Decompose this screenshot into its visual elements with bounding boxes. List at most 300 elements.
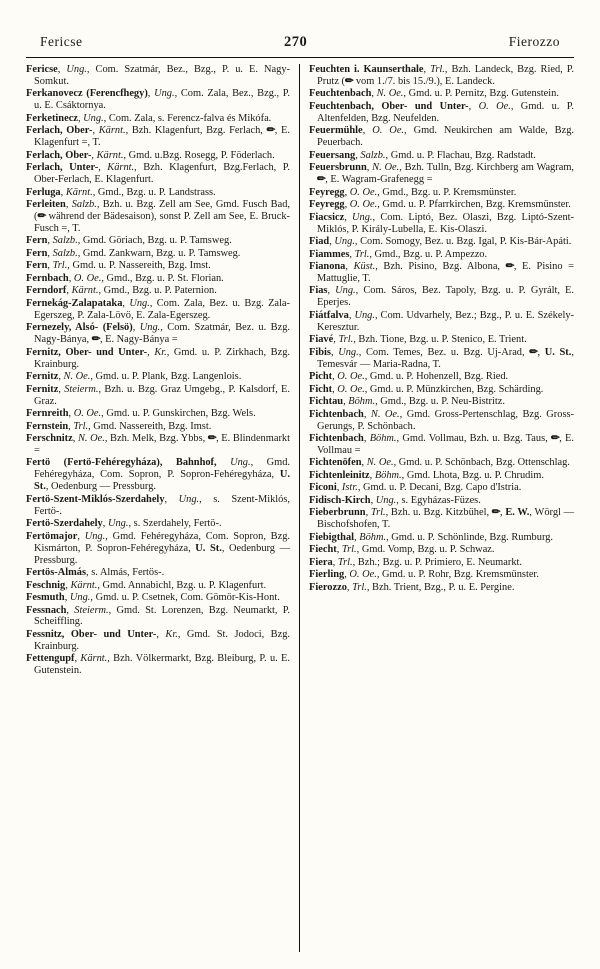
entry-headword: Ferlach, Ober- bbox=[26, 125, 93, 137]
entry-region: N. Oe. bbox=[366, 457, 394, 469]
entry-detail: , Gmd. Vollmau, Bzh. u. Bzg. Taus, bbox=[396, 433, 551, 445]
entry-detail: , Gmd., Bzg. u. P. Kremsmünster. bbox=[377, 186, 517, 198]
entry-detail: , bbox=[330, 346, 339, 358]
entry-headword: Fiad bbox=[309, 236, 330, 248]
entry-headword: Ferketinecz bbox=[26, 112, 78, 124]
left-column bbox=[26, 64, 300, 952]
entry-detail: , s. Almás, Fertös-. bbox=[86, 567, 165, 578]
dictionary-entry bbox=[309, 482, 574, 494]
post-office-icon: ✏ bbox=[207, 433, 217, 445]
entry-region: Ung. bbox=[338, 346, 359, 358]
entry-detail: , bbox=[72, 433, 78, 445]
entry-detail: , bbox=[348, 309, 355, 321]
header-right-word: Fierozzo bbox=[508, 34, 560, 49]
dictionary-entry bbox=[26, 371, 290, 383]
entry-region: Salzb. bbox=[360, 149, 386, 161]
text-columns bbox=[26, 64, 574, 952]
entry-detail: , Com. Udvarhely, Bez.; Bzg., P. u. E. Székely-Keresztur. bbox=[317, 309, 574, 333]
entry-detail: , Bzh. Landeck, Bzg. Ried, P. Prutz ( bbox=[317, 64, 574, 87]
entry-detail: , bbox=[537, 346, 545, 358]
entry-region: Steierm. bbox=[64, 383, 99, 395]
entry-detail: , bbox=[346, 581, 353, 593]
entry-detail: , bbox=[500, 507, 506, 519]
entry-detail: , Gmd. St. Lorenzen, Bzg. Neumarkt, P. Scheiffling. bbox=[34, 604, 291, 628]
dictionary-entry bbox=[309, 261, 574, 285]
dictionary-entry bbox=[309, 347, 574, 371]
entry-headword: Feuermühle bbox=[309, 125, 363, 137]
dictionary-entry bbox=[26, 64, 290, 88]
entry-detail: , bbox=[336, 482, 342, 494]
entry-detail: , Gmd. Vomp, Bzg. u. P. Schwaz. bbox=[356, 544, 495, 556]
dictionary-entry bbox=[26, 199, 290, 235]
entry-headword: E. W. bbox=[505, 507, 530, 519]
entry-headword: Ferndorf bbox=[26, 285, 67, 297]
entry-detail: , Temesvár — Maria-Radna, T. bbox=[317, 346, 574, 370]
entry-headword: Feuchtenbach bbox=[309, 88, 372, 100]
entry-headword: Feuersbrunn bbox=[309, 162, 367, 174]
dictionary-entry bbox=[26, 592, 290, 604]
entry-headword: Fichtenöfen bbox=[309, 457, 362, 469]
entry-headword: Fessnach bbox=[26, 604, 67, 616]
entry-detail: , Gmd. Göriach, Bzg. u. P. Tamsweg. bbox=[77, 235, 232, 247]
entry-region: Kärnt. bbox=[65, 186, 93, 198]
entry-detail: , bbox=[147, 346, 155, 358]
dictionary-entry bbox=[309, 495, 574, 507]
entry-region: Kärnt. bbox=[70, 579, 98, 591]
entry-detail: , bbox=[91, 149, 97, 161]
entry-region: Trl. bbox=[73, 420, 89, 432]
post-office-icon: ✏ bbox=[491, 507, 501, 519]
entry-detail: , Gmd., Bzg. u. P. Paternion. bbox=[98, 285, 217, 297]
entry-detail: , bbox=[77, 112, 84, 124]
entry-detail: , bbox=[369, 469, 375, 481]
entry-detail: , Bzh. u. Bzg. Graz Umgebg., P. Kalsdorf, E. Graz. bbox=[34, 383, 290, 407]
entry-headword: Fichtenbach bbox=[309, 408, 364, 420]
entry-detail: , bbox=[68, 408, 74, 420]
entry-region: O. Oe. bbox=[73, 272, 102, 284]
entry-detail: , s. Szerdahely, Fertö-. bbox=[128, 518, 222, 530]
entry-detail: , bbox=[332, 371, 338, 383]
entry-detail: , Gmd. u.Bzg. Rosegg, P. Föderlach. bbox=[123, 149, 275, 161]
entry-headword: Ferlach, Unter- bbox=[26, 162, 99, 174]
page-number: 270 bbox=[284, 34, 308, 50]
dictionary-entry bbox=[309, 125, 574, 149]
dictionary-entry bbox=[309, 162, 574, 186]
entry-headword: Fierozzo bbox=[309, 581, 347, 593]
header-left-word: Fericse bbox=[40, 34, 83, 49]
entry-detail: , Gmd. u. P. Gunskirchen, Bzg. Wels. bbox=[101, 408, 256, 420]
entry-detail: , Gmd. Zankwarn, Bzg. u. P. Tamsweg. bbox=[77, 247, 241, 259]
entry-detail: , bbox=[65, 579, 71, 591]
entry-detail: , bbox=[60, 186, 66, 198]
post-office-icon: ✏ bbox=[91, 334, 100, 346]
entry-detail: , bbox=[92, 125, 99, 137]
entry-headword: Fettengupf bbox=[26, 653, 75, 665]
entry-region: Ung. bbox=[139, 322, 161, 334]
entry-headword: Fern bbox=[26, 260, 48, 272]
dictionary-entry bbox=[26, 248, 290, 260]
entry-headword: Fernezely, Alsó- (Felsö) bbox=[26, 322, 133, 334]
dictionary-entry bbox=[26, 433, 290, 457]
dictionary-entry bbox=[26, 298, 290, 322]
entry-headword: Feschnig bbox=[26, 579, 66, 591]
entry-detail: , bbox=[366, 162, 373, 174]
entry-detail: , Gmd. u. P. Nassereith, Bzg. Imst. bbox=[67, 260, 211, 272]
entry-detail: , bbox=[468, 100, 479, 112]
entry-detail: , Com. Liptó, Bez. Olaszi, Bzg. Liptó-Szent-Miklós, P. Király-Lubella, E. Kis-Olaszi. bbox=[317, 211, 574, 235]
entry-headword: Fern bbox=[26, 235, 48, 247]
entry-detail: , bbox=[349, 248, 355, 260]
entry-detail: , bbox=[57, 64, 67, 75]
dictionary-entry bbox=[309, 507, 574, 531]
entry-headword: Fernitz, Ober- und Unter- bbox=[26, 346, 148, 358]
entry-region: N. Oe. bbox=[77, 433, 105, 445]
entry-headword: Fieberbrunn bbox=[309, 507, 366, 519]
entry-region: N. Oe. bbox=[370, 408, 400, 420]
entry-headword: Fichtau bbox=[309, 396, 344, 408]
entry-detail: , Gmd. u. P. Plank, Bzg. Langenlois. bbox=[90, 371, 242, 383]
entry-headword: Ficht bbox=[309, 383, 333, 395]
entry-region: Ung. bbox=[107, 518, 129, 530]
entry-detail: , bbox=[363, 408, 371, 420]
entry-detail: , s. Egyházas-Füzes. bbox=[396, 494, 481, 506]
entry-detail: , E. Pisino = Mattuglie, T. bbox=[317, 261, 574, 284]
entry-detail: , bbox=[332, 556, 338, 568]
header-rule bbox=[26, 57, 574, 58]
entry-headword: Feuersang bbox=[309, 149, 356, 161]
dictionary-entry bbox=[26, 235, 290, 247]
entry-region: Istr. bbox=[341, 482, 358, 494]
entry-detail: , Oedenburg — Pressburg. bbox=[45, 481, 156, 493]
entry-region: Trl. bbox=[370, 507, 386, 519]
entry-detail: , bbox=[355, 149, 361, 161]
entry-headword: Fichtenleinitz bbox=[309, 469, 370, 481]
entry-headword: U. St. bbox=[34, 469, 290, 493]
entry-detail: , bbox=[344, 211, 353, 223]
entry-detail: , bbox=[77, 530, 85, 542]
entry-headword: Fierling bbox=[309, 569, 345, 581]
entry-detail: , Gmd. Fehéregyháza, Com. Sopron, P. Sopron-Fehéregyháza, bbox=[34, 457, 290, 481]
entry-detail: , bbox=[147, 88, 155, 100]
entry-region: Trl. bbox=[352, 581, 367, 593]
entry-detail: , bbox=[363, 433, 370, 445]
entry-detail: , Gmd. Annabichl, Bzg. u. P. Klagenfurt. bbox=[97, 579, 267, 591]
entry-detail: , s. Szent-Miklós, Fertö-. bbox=[34, 493, 290, 517]
entry-region: O. Oe. bbox=[478, 100, 511, 112]
entry-headword: Ferkanovecz (Ferencfhegy) bbox=[26, 88, 148, 100]
entry-detail: , Gmd. u. P. Altenfelden, Bzg. Neufelden. bbox=[317, 100, 574, 124]
entry-region: Ung. bbox=[129, 297, 150, 309]
entry-region: O. Oe. bbox=[349, 186, 378, 198]
entry-headword: Fiátfalva bbox=[309, 309, 349, 321]
entry-headword: Ficoni bbox=[309, 482, 337, 494]
entry-headword: Fertö (Fertö-Fehéregyháza), Bahnhof, bbox=[26, 457, 217, 469]
entry-detail: , bbox=[102, 518, 108, 530]
entry-detail: , Oedenburg — Pressburg. bbox=[34, 542, 290, 566]
entry-detail: , Com. Zala, Bez., Bzg., P. u. E. Csáktornya. bbox=[34, 88, 291, 112]
entry-region: Kärnt. bbox=[80, 653, 108, 665]
right-column bbox=[300, 64, 574, 952]
entry-region: Böhm. bbox=[359, 531, 387, 543]
dictionary-entry bbox=[309, 199, 574, 211]
dictionary-entry bbox=[309, 236, 574, 248]
entry-headword: Fericse bbox=[26, 64, 58, 75]
entry-detail: , bbox=[423, 64, 431, 75]
dictionary-entry bbox=[309, 470, 574, 482]
dictionary-entry bbox=[26, 605, 290, 629]
entry-region: Kärnt. bbox=[96, 149, 124, 161]
dictionary-entry bbox=[309, 285, 574, 309]
entry-region: Trl. bbox=[337, 556, 353, 568]
entry-detail: , bbox=[336, 544, 342, 556]
entry-detail: , Gmd. u. P. Csetnek, Com. Gömör-Kis-Hont. bbox=[90, 592, 280, 603]
entry-detail: , Bzh. u. Bzg. Kitzbühel, bbox=[385, 507, 492, 519]
entry-detail: , E. Blindenmarkt = bbox=[34, 433, 290, 456]
entry-detail: , Com. Zala, Bez. u. Bzg. Zala-Egerszeg, P. Zala-Lövö, E. Zala-Egerszeg. bbox=[34, 297, 290, 321]
entry-detail: , Gmd., Bzg. u. P. Neu-Bistritz. bbox=[375, 396, 505, 408]
entry-detail: , bbox=[365, 507, 371, 519]
entry-detail: , Gmd. Lhota, Bzg. u. P. Chrudim. bbox=[401, 469, 544, 481]
entry-detail: , Com. Somogy, Bez. u. Bzg. Igal, P. Kis-Bár-Apáti. bbox=[354, 236, 572, 248]
entry-region: N. Oe. bbox=[372, 162, 400, 174]
dictionary-entry bbox=[309, 101, 574, 125]
entry-detail: , Gmd. Gross-Pertenschlag, Bzg. Gross-Gerungs, P. Schönbach. bbox=[317, 408, 574, 432]
entry-headword: Fias bbox=[309, 285, 328, 297]
entry-region: Böhm. bbox=[374, 469, 402, 481]
entry-headword: Fernekág-Zalapataka bbox=[26, 297, 123, 309]
dictionary-entry bbox=[309, 532, 574, 544]
entry-headword: Picht bbox=[309, 371, 333, 383]
entry-headword: Fernitz bbox=[26, 371, 59, 383]
dictionary-entry bbox=[26, 629, 290, 653]
dictionary-entry bbox=[26, 384, 290, 408]
entry-headword: Feyregg bbox=[309, 186, 345, 198]
entry-detail: , Gmd., Bzg. u. P. Landstrass. bbox=[92, 186, 216, 198]
entry-headword: Fibis bbox=[309, 346, 331, 358]
entry-detail: , bbox=[344, 199, 350, 211]
entry-headword: Fiera bbox=[309, 556, 333, 568]
dictionary-entry bbox=[26, 260, 290, 272]
post-office-icon: ✏ bbox=[266, 125, 275, 137]
entry-headword: U. St. bbox=[195, 542, 222, 554]
entry-detail: , Gmd. u. P. Schönlinde, Bzg. Rumburg. bbox=[386, 531, 554, 543]
entry-headword: Fiavé bbox=[309, 334, 334, 346]
dictionary-entry bbox=[26, 150, 290, 162]
entry-detail: , E. Vollmau = bbox=[317, 433, 575, 456]
entry-detail: , bbox=[329, 236, 335, 248]
entry-region: Kärnt. bbox=[71, 285, 99, 297]
dictionary-entry bbox=[309, 409, 574, 433]
post-office-icon: ✏ bbox=[529, 346, 538, 358]
entry-region: Ung. bbox=[230, 457, 251, 469]
entry-headword: Fiacsicz bbox=[309, 211, 345, 223]
entry-detail: , Bzh. Tione, Bzg. u. P. Stenico, E. Trient. bbox=[353, 334, 527, 346]
entry-detail: , Bzh.; Bzg. u. P. Primiero, E. Neumarkt. bbox=[352, 556, 522, 568]
entry-region: Trl. bbox=[52, 260, 68, 272]
dictionary-entry bbox=[26, 162, 290, 186]
entry-region: Steierm. bbox=[74, 604, 109, 616]
dictionary-entry bbox=[26, 494, 290, 518]
entry-headword: Fiebigthal bbox=[309, 531, 355, 543]
entry-region: Ung. bbox=[154, 88, 175, 100]
entry-detail: , bbox=[344, 186, 350, 198]
dictionary-entry bbox=[26, 322, 290, 346]
entry-region: Kr. bbox=[154, 346, 167, 358]
entry-detail: , bbox=[164, 493, 179, 505]
entry-detail: , Gmd. u. P. Hohenzell, Bzg. Ried. bbox=[364, 371, 509, 383]
entry-headword: Ferlach, Ober- bbox=[26, 149, 92, 161]
entry-region: Ung. bbox=[354, 309, 375, 321]
entry-region: N. Oe. bbox=[63, 371, 91, 383]
entry-detail: , bbox=[98, 162, 108, 174]
entry-headword: Fertös-Almás bbox=[26, 567, 87, 578]
dictionary-entry bbox=[309, 569, 574, 581]
dictionary-entry bbox=[26, 125, 290, 149]
entry-detail: , bbox=[344, 569, 350, 581]
entry-headword: Fesmuth bbox=[26, 592, 65, 603]
entry-detail: , Com. Temes, Bez. u. Bzg. Uj-Arad, bbox=[358, 346, 530, 358]
dictionary-entry bbox=[26, 518, 290, 530]
dictionary-entry bbox=[26, 187, 290, 199]
entry-headword: Fertömajor bbox=[26, 530, 78, 542]
dictionary-entry bbox=[309, 64, 574, 88]
page-header bbox=[26, 34, 574, 55]
entry-headword: Fertö-Szent-Miklós-Szerdahely bbox=[26, 493, 165, 505]
entry-detail: , bbox=[370, 494, 376, 506]
dictionary-entry bbox=[26, 113, 290, 125]
entry-detail: , Gmd., Bzg. u. P. St. Florian. bbox=[101, 272, 224, 284]
dictionary-entry bbox=[309, 457, 574, 469]
entry-detail: , Gmd. u. P. Münzkirchen, Bzg. Schärding. bbox=[364, 383, 544, 395]
entry-detail: , Bzh. u. Bzg. Zell am See, Gmd. Fusch Bad, ( bbox=[34, 199, 290, 223]
entry-detail: , Gmd. u. P. Pfarrkirchen, Bzg. Kremsmünster. bbox=[377, 199, 571, 211]
dictionary-entry bbox=[26, 421, 290, 433]
entry-detail: während der Bädesaison), sonst P. Zell am See, E. Bruck-Fusch =, T. bbox=[34, 211, 290, 234]
entry-headword: Fernbach bbox=[26, 272, 69, 284]
entry-headword: U. St. bbox=[544, 346, 572, 358]
entry-detail: vom 1./7. bis 15./9.), E. Landeck. bbox=[353, 75, 495, 87]
entry-headword: Ferleiten bbox=[26, 199, 66, 211]
entry-detail: , bbox=[58, 383, 65, 395]
entry-region: Böhm. bbox=[348, 396, 376, 408]
entry-detail: , bbox=[362, 125, 373, 137]
entry-region: Ung. bbox=[335, 285, 356, 297]
entry-detail: , E. Wagram-Grafenegg = bbox=[325, 174, 433, 186]
entry-headword: Fiecht bbox=[309, 544, 337, 556]
entry-region: Ung. bbox=[84, 530, 106, 542]
entry-detail: , Gmd. Nassereith, Bzg. Imst. bbox=[88, 420, 212, 432]
dictionary-entry bbox=[309, 371, 574, 383]
entry-detail: , Bzh. Klagenfurt, Bzg.Ferlach, P. Ober-Ferlach, E. Klagenfurt. bbox=[34, 162, 291, 186]
entry-detail: , Gmd. u. P. Zirkhach, Bzg. Krainburg. bbox=[34, 346, 290, 370]
entry-region: O. Oe. bbox=[73, 408, 102, 420]
entry-detail: , Gmd. u. P. Rohr, Bzg. Kremsmünster. bbox=[376, 569, 539, 581]
entry-detail: , bbox=[122, 297, 130, 309]
entry-headword: Fertö-Szerdahely bbox=[26, 518, 103, 530]
entry-region: N. Oe. bbox=[376, 88, 404, 100]
entry-detail: , Gmd. Fehéregyháza, Com. Sopron, Bzg. Kismárton, P. Sopron-Fehéregyháza, bbox=[34, 530, 290, 554]
entry-detail: , Gmd. u. P. Schönbach, Bzg. Ottenschlag. bbox=[393, 457, 570, 469]
entry-detail: , bbox=[47, 260, 53, 272]
entry-detail: , bbox=[156, 628, 166, 640]
entry-headword: Ferluga bbox=[26, 186, 61, 198]
post-office-icon: ✏ bbox=[505, 261, 514, 273]
entry-region: Ung. bbox=[69, 592, 91, 603]
entry-detail: , Bzh. Klagenfurt, Bzg. Ferlach, bbox=[125, 125, 267, 137]
entry-region: Kärnt. bbox=[107, 162, 135, 174]
entry-detail: , bbox=[64, 592, 70, 603]
entry-detail bbox=[217, 457, 230, 468]
entry-detail: , bbox=[68, 420, 74, 432]
dictionary-entry bbox=[309, 384, 574, 396]
entry-region: Kr. bbox=[165, 628, 178, 640]
entry-detail: , bbox=[68, 272, 74, 284]
entry-detail: , bbox=[332, 383, 338, 395]
dictionary-entry bbox=[26, 567, 290, 579]
entry-detail: , bbox=[345, 261, 354, 273]
entry-region: Ung. bbox=[375, 494, 397, 506]
entry-headword: Fidisch-Kirch bbox=[309, 494, 371, 506]
entry-detail: , Gmd. St. Jodoci, Bzg. Krainburg. bbox=[34, 628, 290, 652]
dictionary-entry bbox=[26, 347, 290, 371]
dictionary-entry bbox=[309, 187, 574, 199]
entry-detail: , Com. Szatmár, Bez. u. Bzg. Nagy-Bánya, bbox=[34, 322, 290, 346]
dictionary-entry bbox=[309, 212, 574, 236]
entry-headword: Feuchten i. Kaunserthale bbox=[309, 64, 424, 75]
entry-detail: , Gmd. Neukirchen am Walde, Bzg. Peuerbach. bbox=[317, 125, 574, 149]
post-office-icon: ✏ bbox=[37, 211, 46, 223]
post-office-icon: ✏ bbox=[551, 433, 560, 445]
entry-region: Ung. bbox=[178, 493, 200, 505]
entry-region: Trl. bbox=[338, 334, 354, 346]
entry-detail: , Bzh. Tulln, Bzg. Kirchberg am Wagram, bbox=[399, 162, 575, 174]
entry-detail: , Gmd. u. P. Flachau, Bzg. Radstadt. bbox=[385, 149, 536, 161]
post-office-icon: ✏ bbox=[317, 174, 326, 186]
entry-region: Trl. bbox=[430, 64, 445, 75]
dictionary-entry bbox=[26, 408, 290, 420]
dictionary-entry bbox=[26, 653, 290, 677]
entry-detail: , Bzh. Pisino, Bzg. Albona, bbox=[375, 261, 506, 273]
dictionary-entry bbox=[309, 310, 574, 334]
entry-region: O. Oe. bbox=[372, 125, 405, 137]
entry-detail: , Com. Szatmár, Bez., Bzg., P. u. E. Nagy-Somkut. bbox=[34, 64, 290, 87]
entry-detail: , Com. Sáros, Bez. Tapoly, Bzg. u. P. Gyrált, E. Eperjes. bbox=[317, 285, 574, 309]
entry-detail: , E. Klagenfurt =, T. bbox=[34, 125, 290, 149]
dictionary-entry bbox=[26, 580, 290, 592]
entry-region: Böhm. bbox=[369, 433, 397, 445]
post-office-icon: ✏ bbox=[345, 75, 354, 87]
dictionary-entry bbox=[26, 273, 290, 285]
entry-detail: , bbox=[371, 88, 377, 100]
entry-region: Salzb. bbox=[71, 199, 97, 211]
entry-headword: Fernitz bbox=[26, 383, 59, 395]
entry-region: O. Oe. bbox=[349, 569, 377, 581]
entry-region: Küst. bbox=[353, 261, 376, 273]
entry-detail: , bbox=[333, 334, 339, 346]
entry-detail: , Com. Zala, s. Ferencz-falva és Mikófa. bbox=[103, 112, 272, 124]
entry-headword: Fianona bbox=[309, 261, 346, 273]
entry-headword: Ferschnitz bbox=[26, 433, 73, 445]
entry-region: Ung. bbox=[334, 236, 355, 248]
entry-headword: Fern bbox=[26, 247, 48, 259]
entry-detail: , Gmd. u. P. Decani, Bzg. Capo d'Istria. bbox=[357, 482, 522, 494]
entry-headword: Fessnitz, Ober- und Unter- bbox=[26, 628, 157, 640]
entry-detail: , bbox=[354, 531, 360, 543]
entry-detail: , bbox=[361, 457, 367, 469]
entry-headword: Fiammes bbox=[309, 248, 350, 260]
entry-detail: , Bzh. Trient, Bzg., P. u. E. Pergine. bbox=[366, 581, 515, 593]
dictionary-entry bbox=[309, 544, 574, 556]
